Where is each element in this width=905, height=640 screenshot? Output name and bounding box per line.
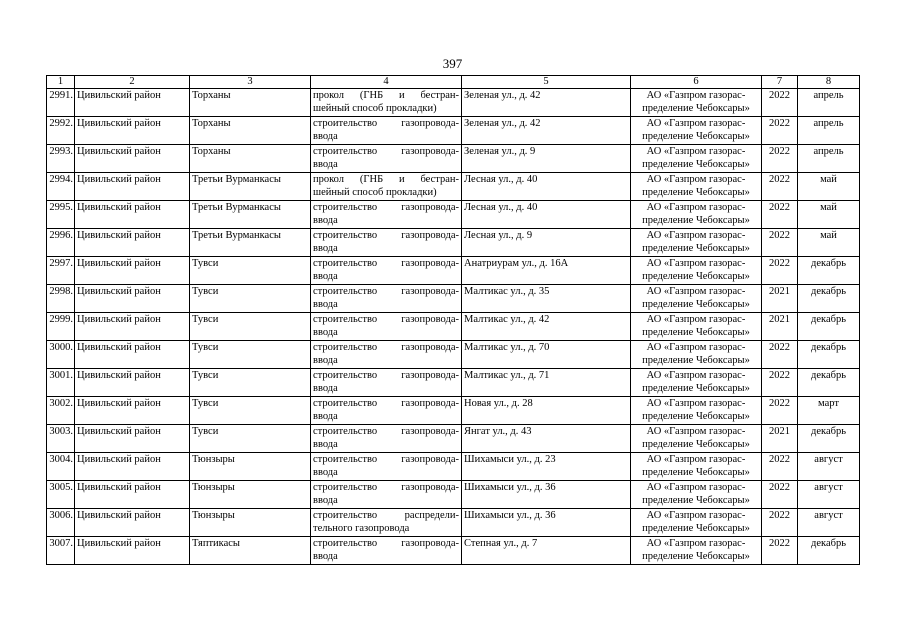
work-type-cell <box>311 257 462 285</box>
district-cell: Цивильский район <box>75 481 190 509</box>
row-number: 3002. <box>47 397 75 425</box>
column-header: 6 <box>631 76 762 89</box>
table-row <box>47 369 860 397</box>
work-type-cell <box>311 369 462 397</box>
work-type-cell <box>311 397 462 425</box>
column-header: 2 <box>75 76 190 89</box>
locality-cell: Третьи Вурманкасы <box>190 201 311 229</box>
row-number: 3005. <box>47 481 75 509</box>
address-cell: Шихамыси ул., д. 23 <box>462 453 631 481</box>
month-cell: декабрь <box>798 341 860 369</box>
locality-cell: Тувси <box>190 341 311 369</box>
year-cell: 2022 <box>762 257 798 285</box>
work-type-cell <box>311 285 462 313</box>
cell-line: АО «Газпром газорас- <box>646 258 746 269</box>
cell-line: строительство газопровода- <box>313 482 459 493</box>
cell-line: пределение Чебоксары» <box>642 298 750 310</box>
cell-line: пределение Чебоксары» <box>642 102 750 114</box>
address-cell: Малтикас ул., д. 71 <box>462 369 631 397</box>
cell-line: пределение Чебоксары» <box>642 494 750 506</box>
table-row <box>47 537 860 565</box>
address-cell: Зеленая ул., д. 42 <box>462 117 631 145</box>
year-cell: 2022 <box>762 89 798 117</box>
locality-cell: Тюнзыры <box>190 453 311 481</box>
month-cell: декабрь <box>798 313 860 341</box>
month-cell: август <box>798 481 860 509</box>
cell-line: АО «Газпром газорас- <box>646 90 746 101</box>
cell-line: АО «Газпром газорас- <box>646 454 746 465</box>
locality-cell: Тяптикасы <box>190 537 311 565</box>
data-table <box>46 75 860 565</box>
cell-line: пределение Чебоксары» <box>642 466 750 478</box>
work-type-cell <box>311 341 462 369</box>
month-cell: декабрь <box>798 257 860 285</box>
page-number: 397 <box>442 56 463 71</box>
table-row <box>47 509 860 537</box>
row-number: 3007. <box>47 537 75 565</box>
locality-cell: Торханы <box>190 145 311 173</box>
table-row <box>47 117 860 145</box>
cell-line: пределение Чебоксары» <box>642 326 750 338</box>
row-number: 2994. <box>47 173 75 201</box>
year-cell: 2022 <box>762 369 798 397</box>
table-row <box>47 341 860 369</box>
cell-line: АО «Газпром газорас- <box>646 482 746 493</box>
cell-line: ввода <box>313 242 338 254</box>
cell-line: пределение Чебоксары» <box>642 382 750 394</box>
cell-line: строительство газопровода- <box>313 286 459 297</box>
cell-line: пределение Чебоксары» <box>642 186 750 198</box>
table-row <box>47 257 860 285</box>
cell-line: строительство газопровода- <box>313 454 459 465</box>
cell-line: строительство газопровода- <box>313 426 459 437</box>
locality-cell: Тувси <box>190 285 311 313</box>
cell-line: АО «Газпром газорас- <box>646 146 746 157</box>
year-cell: 2022 <box>762 397 798 425</box>
column-header: 8 <box>798 76 860 89</box>
cell-line: ввода <box>313 326 338 338</box>
organization-cell <box>631 257 762 285</box>
cell-line: АО «Газпром газорас- <box>646 314 746 325</box>
work-type-cell <box>311 117 462 145</box>
organization-cell <box>631 369 762 397</box>
district-cell: Цивильский район <box>75 257 190 285</box>
month-cell: март <box>798 397 860 425</box>
table-row <box>47 173 860 201</box>
work-type-cell <box>311 481 462 509</box>
cell-line: АО «Газпром газорас- <box>646 286 746 297</box>
cell-line: строительство распредели- <box>313 510 459 521</box>
cell-line: шейный способ прокладки) <box>313 186 437 198</box>
cell-line: АО «Газпром газорас- <box>646 426 746 437</box>
cell-line: АО «Газпром газорас- <box>646 370 746 381</box>
organization-cell <box>631 117 762 145</box>
year-cell: 2022 <box>762 481 798 509</box>
work-type-cell <box>311 201 462 229</box>
work-type-cell <box>311 173 462 201</box>
cell-line: строительство газопровода- <box>313 146 459 157</box>
address-cell: Лесная ул., д. 40 <box>462 201 631 229</box>
cell-line: пределение Чебоксары» <box>642 214 750 226</box>
cell-line: строительство газопровода- <box>313 398 459 409</box>
month-cell: май <box>798 201 860 229</box>
locality-cell: Третьи Вурманкасы <box>190 229 311 257</box>
row-number: 3001. <box>47 369 75 397</box>
year-cell: 2022 <box>762 145 798 173</box>
row-number: 3004. <box>47 453 75 481</box>
address-cell: Малтикас ул., д. 42 <box>462 313 631 341</box>
address-cell: Лесная ул., д. 40 <box>462 173 631 201</box>
table-row <box>47 397 860 425</box>
month-cell: апрель <box>798 117 860 145</box>
address-cell: Малтикас ул., д. 35 <box>462 285 631 313</box>
locality-cell: Торханы <box>190 117 311 145</box>
year-cell: 2022 <box>762 201 798 229</box>
address-cell: Шихамыси ул., д. 36 <box>462 509 631 537</box>
cell-line: ввода <box>313 410 338 422</box>
month-cell: август <box>798 453 860 481</box>
district-cell: Цивильский район <box>75 201 190 229</box>
cell-line: строительство газопровода- <box>313 314 459 325</box>
cell-line: АО «Газпром газорас- <box>646 510 746 521</box>
table-row <box>47 145 860 173</box>
cell-line: ввода <box>313 438 338 450</box>
month-cell: август <box>798 509 860 537</box>
address-cell: Зеленая ул., д. 42 <box>462 89 631 117</box>
address-cell: Зеленая ул., д. 9 <box>462 145 631 173</box>
cell-line: строительство газопровода- <box>313 202 459 213</box>
district-cell: Цивильский район <box>75 117 190 145</box>
address-cell: Янгат ул., д. 43 <box>462 425 631 453</box>
row-number: 2997. <box>47 257 75 285</box>
year-cell: 2022 <box>762 229 798 257</box>
work-type-cell <box>311 145 462 173</box>
row-number: 2992. <box>47 117 75 145</box>
address-cell: Новая ул., д. 28 <box>462 397 631 425</box>
organization-cell <box>631 397 762 425</box>
column-header: 1 <box>47 76 75 89</box>
row-number: 2996. <box>47 229 75 257</box>
organization-cell <box>631 453 762 481</box>
column-header: 7 <box>762 76 798 89</box>
work-type-cell <box>311 509 462 537</box>
cell-line: пределение Чебоксары» <box>642 438 750 450</box>
cell-line: ввода <box>313 354 338 366</box>
locality-cell: Тувси <box>190 425 311 453</box>
district-cell: Цивильский район <box>75 285 190 313</box>
year-cell: 2022 <box>762 173 798 201</box>
address-cell: Степная ул., д. 7 <box>462 537 631 565</box>
row-number: 2995. <box>47 201 75 229</box>
column-header: 4 <box>311 76 462 89</box>
row-number: 3006. <box>47 509 75 537</box>
district-cell: Цивильский район <box>75 145 190 173</box>
cell-line: строительство газопровода- <box>313 370 459 381</box>
organization-cell <box>631 89 762 117</box>
cell-line: ввода <box>313 466 338 478</box>
district-cell: Цивильский район <box>75 89 190 117</box>
year-cell: 2021 <box>762 313 798 341</box>
table-body <box>47 89 860 565</box>
organization-cell <box>631 173 762 201</box>
cell-line: пределение Чебоксары» <box>642 522 750 534</box>
locality-cell: Тюнзыры <box>190 481 311 509</box>
cell-line: АО «Газпром газорас- <box>646 230 746 241</box>
cell-line: пределение Чебоксары» <box>642 410 750 422</box>
column-header: 5 <box>462 76 631 89</box>
cell-line: АО «Газпром газорас- <box>646 174 746 185</box>
cell-line: строительство газопровода- <box>313 118 459 129</box>
cell-line: ввода <box>313 214 338 226</box>
month-cell: апрель <box>798 145 860 173</box>
cell-line: АО «Газпром газорас- <box>646 342 746 353</box>
organization-cell <box>631 229 762 257</box>
year-cell: 2022 <box>762 341 798 369</box>
cell-line: пределение Чебоксары» <box>642 550 750 562</box>
address-cell: Лесная ул., д. 9 <box>462 229 631 257</box>
cell-line: тельного газопровода <box>313 522 410 534</box>
table-row <box>47 89 860 117</box>
work-type-cell <box>311 313 462 341</box>
cell-line: пределение Чебоксары» <box>642 354 750 366</box>
cell-line: строительство газопровода- <box>313 342 459 353</box>
locality-cell: Тувси <box>190 397 311 425</box>
district-cell: Цивильский район <box>75 397 190 425</box>
row-number: 2993. <box>47 145 75 173</box>
organization-cell <box>631 341 762 369</box>
organization-cell <box>631 509 762 537</box>
year-cell: 2021 <box>762 285 798 313</box>
table-row <box>47 425 860 453</box>
cell-line: ввода <box>313 298 338 310</box>
district-cell: Цивильский район <box>75 229 190 257</box>
organization-cell <box>631 481 762 509</box>
district-cell: Цивильский район <box>75 425 190 453</box>
address-cell: Малтикас ул., д. 70 <box>462 341 631 369</box>
district-cell: Цивильский район <box>75 173 190 201</box>
cell-line: АО «Газпром газорас- <box>646 202 746 213</box>
month-cell: декабрь <box>798 285 860 313</box>
organization-cell <box>631 285 762 313</box>
row-number: 2999. <box>47 313 75 341</box>
cell-line: пределение Чебоксары» <box>642 270 750 282</box>
cell-line: АО «Газпром газорас- <box>646 118 746 129</box>
table-row <box>47 481 860 509</box>
district-cell: Цивильский район <box>75 369 190 397</box>
row-number: 3003. <box>47 425 75 453</box>
month-cell: декабрь <box>798 425 860 453</box>
district-cell: Цивильский район <box>75 453 190 481</box>
work-type-cell <box>311 453 462 481</box>
organization-cell <box>631 313 762 341</box>
cell-line: прокол (ГНБ и бестран- <box>313 90 459 101</box>
district-cell: Цивильский район <box>75 509 190 537</box>
cell-line: АО «Газпром газорас- <box>646 538 746 549</box>
cell-line: строительство газопровода- <box>313 230 459 241</box>
table-row <box>47 201 860 229</box>
locality-cell: Торханы <box>190 89 311 117</box>
year-cell: 2022 <box>762 537 798 565</box>
organization-cell <box>631 201 762 229</box>
cell-line: пределение Чебоксары» <box>642 130 750 142</box>
cell-line: пределение Чебоксары» <box>642 158 750 170</box>
address-cell: Анатриурам ул., д. 16А <box>462 257 631 285</box>
locality-cell: Тувси <box>190 257 311 285</box>
table-row <box>47 313 860 341</box>
cell-line: ввода <box>313 382 338 394</box>
month-cell: май <box>798 229 860 257</box>
cell-line: ввода <box>313 550 338 562</box>
column-header: 3 <box>190 76 311 89</box>
row-number: 2991. <box>47 89 75 117</box>
year-cell: 2022 <box>762 509 798 537</box>
month-cell: декабрь <box>798 369 860 397</box>
work-type-cell <box>311 425 462 453</box>
cell-line: ввода <box>313 494 338 506</box>
cell-line: строительство газопровода- <box>313 538 459 549</box>
cell-line: пределение Чебоксары» <box>642 242 750 254</box>
cell-line: строительство газопровода- <box>313 258 459 269</box>
table-row <box>47 285 860 313</box>
year-cell: 2022 <box>762 117 798 145</box>
locality-cell: Тюнзыры <box>190 509 311 537</box>
cell-line: ввода <box>313 270 338 282</box>
address-cell: Шихамыси ул., д. 36 <box>462 481 631 509</box>
month-cell: декабрь <box>798 537 860 565</box>
table-row <box>47 453 860 481</box>
row-number: 3000. <box>47 341 75 369</box>
cell-line: прокол (ГНБ и бестран- <box>313 174 459 185</box>
month-cell: май <box>798 173 860 201</box>
organization-cell <box>631 537 762 565</box>
work-type-cell <box>311 229 462 257</box>
organization-cell <box>631 425 762 453</box>
year-cell: 2021 <box>762 425 798 453</box>
month-cell: апрель <box>798 89 860 117</box>
district-cell: Цивильский район <box>75 537 190 565</box>
work-type-cell <box>311 537 462 565</box>
table-row <box>47 229 860 257</box>
year-cell: 2022 <box>762 453 798 481</box>
locality-cell: Тувси <box>190 369 311 397</box>
district-cell: Цивильский район <box>75 313 190 341</box>
organization-cell <box>631 145 762 173</box>
row-number: 2998. <box>47 285 75 313</box>
work-type-cell <box>311 89 462 117</box>
cell-line: ввода <box>313 130 338 142</box>
cell-line: шейный способ прокладки) <box>313 102 437 114</box>
locality-cell: Третьи Вурманкасы <box>190 173 311 201</box>
header-row <box>47 76 860 89</box>
cell-line: АО «Газпром газорас- <box>646 398 746 409</box>
district-cell: Цивильский район <box>75 341 190 369</box>
cell-line: ввода <box>313 158 338 170</box>
locality-cell: Тувси <box>190 313 311 341</box>
